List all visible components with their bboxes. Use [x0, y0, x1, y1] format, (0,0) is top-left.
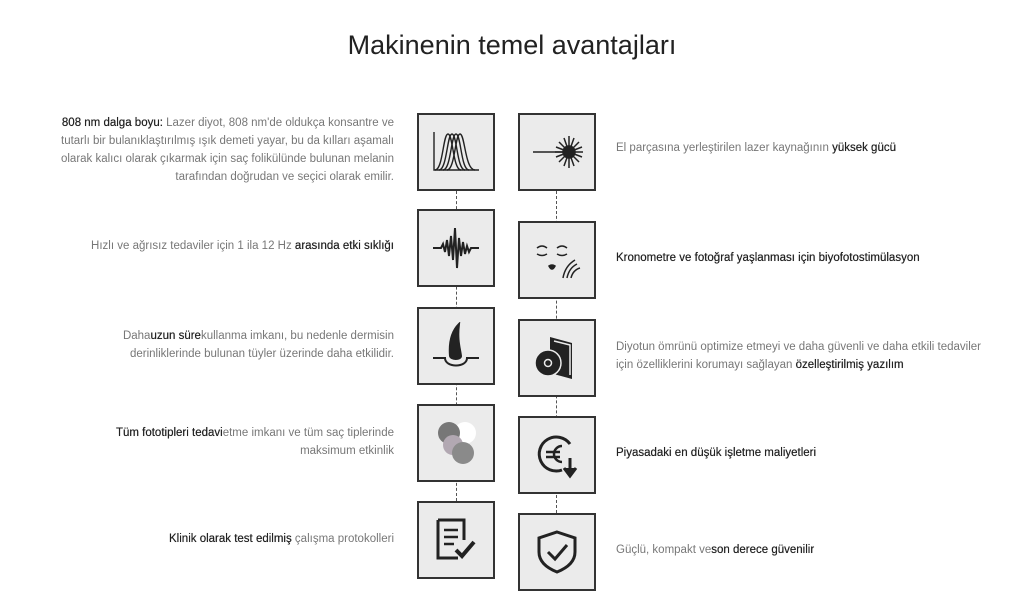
body-text: kullanma imkanı, bu nedenle dermisin derinliklerinde bulunan tüyler üzerinde daha etkilidir.	[129, 330, 394, 360]
feature-reliability	[616, 541, 996, 559]
body-text: Lazer diyot, 808 nm'de oldukça konsantre ve tutarlı bir bulanıklaştırılmış ışık demeti yayar, bu da kılları aşamalı olarak kalıcı olarak çıkarmak için saç folikülünde bulunan melanin tarafından doğrudan ve seçici olarak emilir.	[60, 117, 394, 183]
feature-wavelength	[34, 114, 394, 186]
feature-biostimulation	[616, 249, 996, 267]
phototypes-circles-icon	[417, 404, 495, 482]
feature-clinical	[74, 530, 394, 548]
highlight-text: uzun süre	[150, 330, 201, 342]
feature-phototypes	[74, 424, 394, 460]
highlight-text: son derece güvenilir	[711, 544, 815, 556]
feature-costs	[616, 444, 996, 462]
highlight-text: Klinik olarak test edilmiş	[169, 533, 292, 545]
software-disc-book-icon	[518, 319, 596, 397]
highlight-text: Piyasadaki en düşük işletme maliyetleri	[616, 447, 817, 459]
body-text: çalışma protokolleri	[291, 533, 394, 545]
body-text: Güçlü, kompakt ve	[616, 544, 712, 556]
body-text: Hızlı ve ağrısız tedaviler için 1 ila 12 Hz	[91, 240, 295, 252]
wavelength-curves-icon	[417, 113, 495, 191]
feature-software	[616, 338, 981, 374]
waveform-icon	[417, 209, 495, 287]
feature-frequency	[34, 237, 394, 255]
highlight-text: arasında etki sıklığı	[294, 240, 394, 252]
face-biostimulation-icon	[518, 221, 596, 299]
laser-icon	[518, 113, 596, 191]
body-text: etme imkanı ve tüm saç tiplerinde maksimum etkinlik	[222, 427, 394, 457]
euro-down-icon	[518, 416, 596, 494]
body-text: El parçasına yerleştirilen lazer kaynağının	[616, 142, 833, 154]
hair-follicle-icon	[417, 307, 495, 385]
checklist-icon	[417, 501, 495, 579]
highlight-text: yüksek gücü	[832, 142, 896, 154]
highlight-text: özelleştirilmiş yazılım	[795, 359, 904, 371]
highlight-text: Tüm fototipleri tedavi	[115, 427, 223, 439]
body-text: Diyotun ömrünü optimize etmeyi ve daha güvenli ve daha etkili tedaviler için özelliklerini korumayı sağlayan	[616, 341, 982, 371]
feature-power	[616, 139, 996, 157]
highlight-text: 808 nm dalga boyu:	[61, 117, 163, 129]
highlight-text: Kronometre ve fotoğraf yaşlanması için biyofotostimülasyon	[616, 252, 920, 264]
shield-check-icon	[518, 513, 596, 591]
page-title: Makinenin temel avantajları	[347, 30, 677, 60]
body-text: Daha	[122, 330, 151, 342]
feature-long-duration	[84, 327, 394, 363]
